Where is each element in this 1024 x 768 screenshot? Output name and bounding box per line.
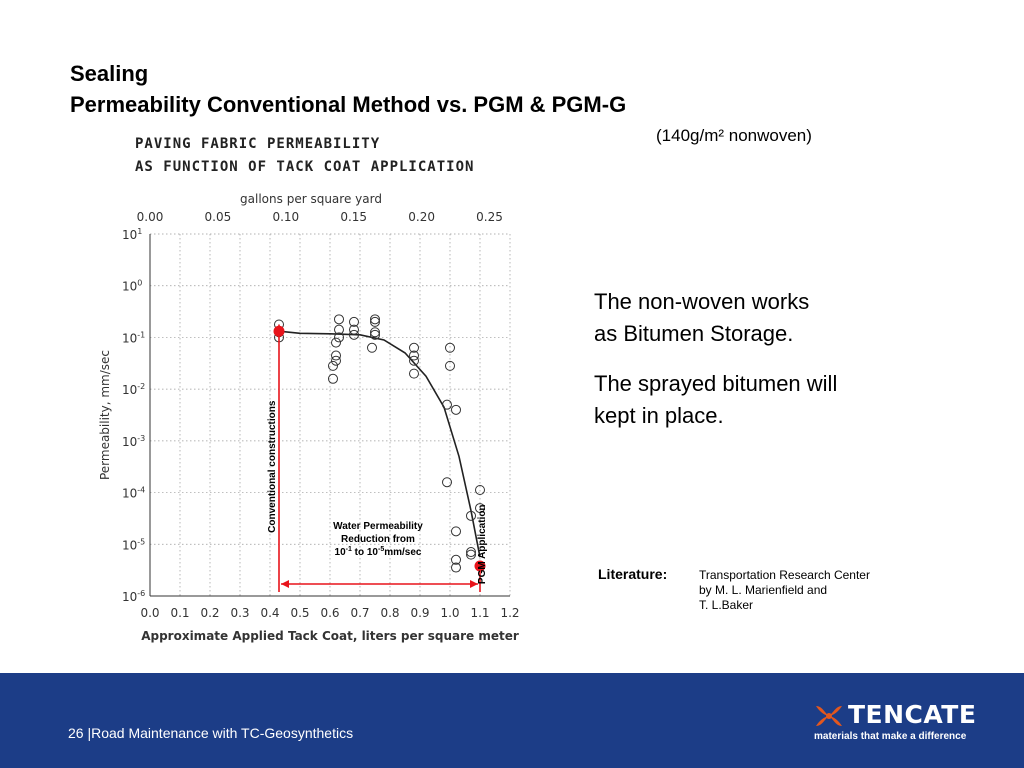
x-tick-label: 1.0 (440, 606, 460, 620)
x-axis-label: Approximate Applied Tack Coat, liters per square meter (141, 629, 519, 643)
x-tick-label: 0.4 (260, 606, 280, 620)
data-point (329, 361, 338, 370)
reduction-line-1: Water Permeability (333, 520, 423, 532)
data-point (452, 527, 461, 536)
title-line-2: Permeability Conventional Method vs. PGM & PGM-G (70, 92, 627, 117)
x-tick-label: 0.5 (290, 606, 310, 620)
description-1-line-2: as Bitumen Storage. (594, 321, 794, 346)
literature-text (699, 568, 870, 613)
x-tick-label: 0.0 (140, 606, 160, 620)
x-tick-label: 0.3 (230, 606, 250, 620)
x-tick-label: 0.2 (200, 606, 220, 620)
data-point (332, 351, 341, 360)
y-tick-label: $10^{-3}$ (122, 433, 146, 449)
y-tick-label: $10^{-1}$ (122, 330, 146, 346)
reduction-line-3: $10^{-1}$ to $10^{-5}mm/\sec$ (334, 545, 422, 558)
description-2-line-2: kept in place. (594, 403, 724, 428)
x-tick-label: 0.6 (320, 606, 340, 620)
x-tick-label: 0.9 (410, 606, 430, 620)
data-point (332, 338, 341, 347)
x2-tick-label: 0.15 (340, 210, 368, 224)
tencate-mark-icon (812, 702, 846, 730)
x2-axis-label: gallons per square yard (240, 192, 382, 206)
footer-text: 26 |Road Maintenance with TC-Geosynthetics (68, 725, 354, 741)
x-tick-label: 0.1 (170, 606, 190, 620)
description-2 (594, 368, 837, 432)
literature-label: Literature: (598, 566, 668, 582)
chart-title-line-1: PAVING FABRIC PERMEABILITY (135, 136, 381, 152)
x-tick-label: 1.2 (500, 606, 520, 620)
pgm-label: PGM Application (477, 504, 488, 585)
data-point (332, 356, 341, 365)
y-tick-label: $10^{-6}$ (122, 589, 146, 604)
y-tick-label: $10^1$ (122, 227, 143, 242)
x-tick-label: 0.7 (350, 606, 370, 620)
x2-tick-label: 0.10 (272, 210, 300, 224)
x2-tick-label: 0.25 (476, 210, 503, 224)
literature-line-2: by M. L. Marienfield and (699, 583, 828, 597)
slide-title (70, 58, 626, 120)
reduction-line-2: Reduction from (341, 533, 415, 545)
data-point (410, 369, 419, 378)
conventional-marker-dot (274, 326, 285, 337)
x2-tick-label: 0.00 (136, 210, 164, 224)
chart-title-line-2: AS FUNCTION OF TACK COAT APPLICATION (135, 159, 475, 175)
data-point (335, 315, 344, 324)
y-tick-label: $10^{-5}$ (122, 537, 146, 553)
logo-tagline: materials that make a difference (814, 731, 967, 742)
conventional-label: Conventional constructions (267, 400, 278, 533)
x2-tick-label: 0.20 (408, 210, 435, 224)
description-1 (594, 286, 809, 350)
literature-line-1: Transportation Research Center (699, 568, 870, 582)
y-tick-label: $10^0$ (122, 278, 143, 294)
description-1-line-1: The non-woven works (594, 289, 810, 314)
data-point (368, 343, 377, 352)
data-point (452, 405, 461, 414)
title-line-1: Sealing (70, 61, 149, 86)
y-axis-label: Permeability, mm/sec (98, 349, 112, 481)
reduction-arrow-left-head (281, 580, 289, 588)
tencate-logo (812, 700, 982, 748)
y-tick-label: $10^{-2}$ (122, 382, 146, 398)
data-point (443, 400, 452, 409)
y-tick-label: $10^{-4}$ (122, 485, 146, 501)
x2-tick-label: 0.05 (204, 210, 232, 224)
permeability-chart (95, 130, 535, 655)
material-note: (140g/m² nonwoven) (656, 126, 812, 145)
logo-name: TENCATE (848, 700, 977, 729)
x-tick-label: 0.8 (380, 606, 400, 620)
literature-line-3: T. L.Baker (699, 598, 754, 612)
description-2-line-1: The sprayed bitumen will (594, 371, 838, 396)
x-tick-label: 1.1 (470, 606, 490, 620)
